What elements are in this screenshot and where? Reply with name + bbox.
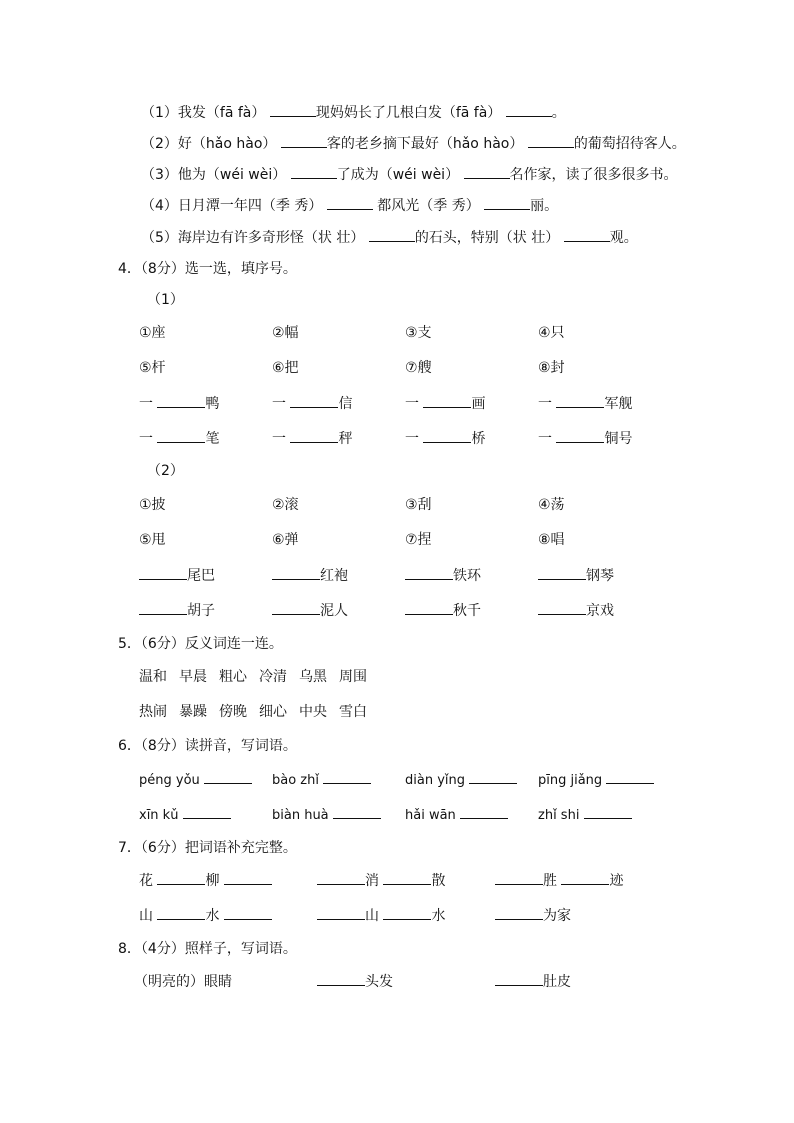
answer-blank[interactable] [464,165,510,179]
q4-measure-item: 一 铜号 [538,431,633,447]
q3-item-1: （1）我发（fā fà） 现妈妈长了几根白发（fā fà） 。 [141,105,566,121]
q4-verb-item: 尾巴 [139,566,215,586]
answer-blank[interactable] [183,805,231,819]
answer-blank[interactable] [281,134,327,148]
answer-blank[interactable] [405,601,453,615]
q4-option: ⑧唱 [538,532,565,548]
answer-blank[interactable] [157,906,205,920]
answer-blank[interactable] [157,394,205,408]
answer-blank[interactable] [564,228,610,242]
q4-verb-item: 红袍 [272,566,348,586]
antonym-word[interactable]: 粗心 [219,669,247,685]
q4-verb-item: 京戏 [538,601,614,621]
q7-idiom-item: 胜 迹 [495,871,623,891]
answer-blank[interactable] [204,770,252,784]
antonym-word[interactable]: 热闹 [139,704,167,720]
q8-example: （明亮的）眼睛 [134,974,232,990]
answer-blank[interactable] [272,601,320,615]
q4-measure-item: 一 笔 [139,431,220,447]
q8-title: 8．（4分）照样子，写词语。 [118,941,297,957]
q7-idiom-item: 花 柳 [139,871,272,891]
answer-blank[interactable] [383,906,431,920]
q3-item-5: （5）海岸边有许多奇形怪（状 壮） 的石头，特别（状 壮） 观。 [141,230,638,246]
q5-row-1 [139,667,379,687]
q8-item: 头发 [317,972,393,992]
q7-idiom-item: 山 水 [139,906,272,926]
q4-option: ①座 [139,325,166,341]
answer-blank[interactable] [383,871,431,885]
answer-blank[interactable] [584,805,632,819]
q4-verb-item: 胡子 [139,601,215,621]
answer-blank[interactable] [317,972,365,986]
q4-option: ④荡 [538,497,565,513]
q4-option: ④只 [538,325,565,341]
q6-pinyin-item: zhǐ shi [538,805,632,826]
q3-item-2: （2）好（hǎo hào） 客的老乡摘下最好（hǎo hào） 的葡萄招待客人。 [141,136,686,152]
q4-measure-item: 一 鸭 [139,396,220,412]
answer-blank[interactable] [139,601,187,615]
q4-verb-item: 钢琴 [538,566,614,586]
answer-blank[interactable] [506,103,552,117]
q3-item-4: （4）日月潭一年四（季 秀） 都风光（季 秀） 丽。 [141,198,559,214]
q4-option: ③支 [405,325,432,341]
answer-blank[interactable] [484,196,530,210]
answer-blank[interactable] [538,566,586,580]
answer-blank[interactable] [495,871,543,885]
q7-idiom-item: 为家 [495,906,571,926]
q4-part1-label: （1） [147,292,184,308]
answer-blank[interactable] [556,429,604,443]
answer-blank[interactable] [495,906,543,920]
q6-pinyin-item: pīng jiǎng [538,770,654,791]
antonym-word[interactable]: 周围 [339,669,367,685]
answer-blank[interactable] [333,805,381,819]
answer-blank[interactable] [270,103,316,117]
q4-verb-item: 泥人 [272,601,348,621]
answer-blank[interactable] [157,429,205,443]
answer-blank[interactable] [157,871,205,885]
q6-pinyin-item: xīn kǔ [139,805,231,826]
q4-option: ⑧封 [538,360,565,376]
q4-measure-item: 一 桥 [405,431,486,447]
q4-verb-item: 铁环 [405,566,481,586]
antonym-word[interactable]: 傍晚 [219,704,247,720]
q6-title: 6．（8分）读拼音，写词语。 [118,738,297,754]
answer-blank[interactable] [561,871,609,885]
q4-option: ③刮 [405,497,432,513]
answer-blank[interactable] [224,871,272,885]
antonym-word[interactable]: 雪白 [339,704,367,720]
q6-pinyin-item: diàn yǐng [405,770,517,791]
q4-option: ⑤甩 [139,532,166,548]
q6-pinyin-item: biàn huà [272,805,381,826]
q7-idiom-item: 山 水 [317,906,445,926]
q4-option: ⑦艘 [405,360,432,376]
q6-pinyin-item: hǎi wān [405,805,508,826]
answer-blank[interactable] [538,601,586,615]
q7-idiom-item: 消 散 [317,871,445,891]
answer-blank[interactable] [139,566,187,580]
q4-verb-item: 秋千 [405,601,481,621]
antonym-word[interactable]: 细心 [259,704,287,720]
answer-blank[interactable] [423,394,471,408]
q4-option: ①披 [139,497,166,513]
answer-blank[interactable] [405,566,453,580]
answer-blank[interactable] [291,165,337,179]
q4-measure-item: 一 军舰 [538,396,633,412]
answer-blank[interactable] [272,566,320,580]
answer-blank[interactable] [290,429,338,443]
antonym-word[interactable]: 冷清 [259,669,287,685]
q4-option: ②滚 [272,497,299,513]
antonym-word[interactable]: 温和 [139,669,167,685]
antonym-word[interactable]: 早晨 [179,669,207,685]
q3-item-3: （3）他为（wéi wèi） 了成为（wéi wèi） 名作家，读了很多很多书。 [141,167,678,183]
answer-blank[interactable] [224,906,272,920]
answer-blank[interactable] [327,196,373,210]
antonym-word[interactable]: 暴躁 [179,704,207,720]
q6-pinyin-item: bào zhǐ [272,770,371,791]
q4-option: ⑦捏 [405,532,432,548]
q4-option: ②幅 [272,325,299,341]
q4-measure-item: 一 画 [405,396,486,412]
q6-pinyin-item: péng yǒu [139,770,252,791]
answer-blank[interactable] [423,429,471,443]
q5-title: 5．（6分）反义词连一连。 [118,636,283,652]
q5-row-2 [139,702,379,722]
answer-blank[interactable] [290,394,338,408]
answer-blank[interactable] [606,770,654,784]
q4-option: ⑥把 [272,360,299,376]
antonym-word[interactable]: 中央 [299,704,327,720]
answer-blank[interactable] [317,906,365,920]
answer-blank[interactable] [469,770,517,784]
answer-blank[interactable] [460,805,508,819]
q4-part2-label: （2） [147,463,184,479]
answer-blank[interactable] [369,228,415,242]
q8-item: 肚皮 [495,972,571,992]
answer-blank[interactable] [317,871,365,885]
q4-measure-item: 一 信 [272,396,353,412]
answer-blank[interactable] [495,972,543,986]
antonym-word[interactable]: 乌黑 [299,669,327,685]
answer-blank[interactable] [556,394,604,408]
answer-blank[interactable] [323,770,371,784]
q7-title: 7．（6分）把词语补充完整。 [118,840,297,856]
q4-option: ⑤杆 [139,360,166,376]
q4-measure-item: 一 秤 [272,431,353,447]
q4-option: ⑥弹 [272,532,299,548]
answer-blank[interactable] [528,134,574,148]
q4-title: 4．（8分）选一选，填序号。 [118,261,297,277]
